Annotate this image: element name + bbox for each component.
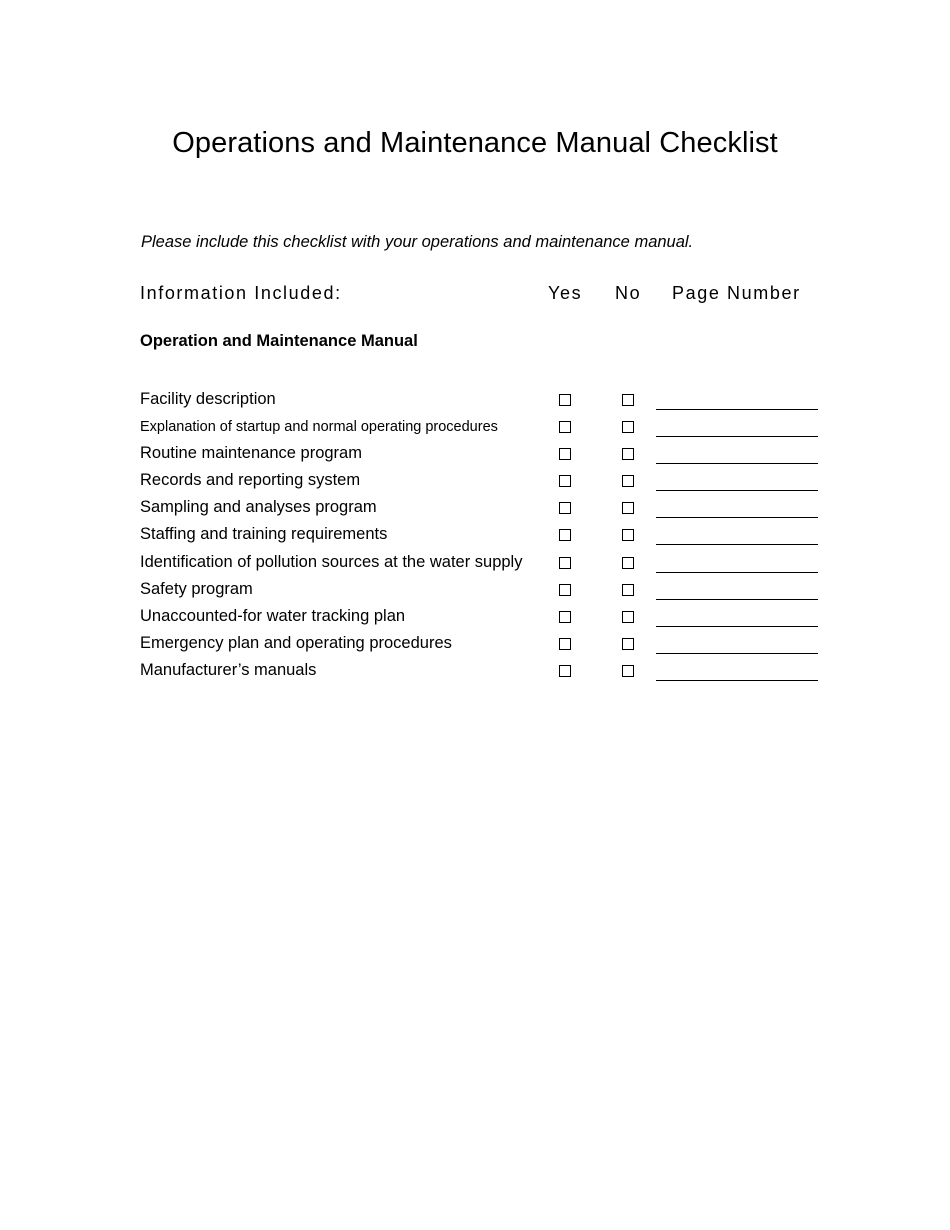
no-checkbox[interactable] — [622, 557, 634, 569]
page-number-field[interactable] — [656, 463, 818, 464]
checklist-item-label: Sampling and analyses program — [140, 498, 377, 517]
column-header-yes: Yes — [548, 283, 583, 303]
no-checkbox[interactable] — [622, 638, 634, 650]
page-number-field[interactable] — [656, 436, 818, 437]
checklist-item-label: Records and reporting system — [140, 471, 361, 490]
no-checkbox[interactable] — [622, 611, 634, 623]
yes-checkbox[interactable] — [559, 611, 571, 623]
checklist-row — [0, 576, 950, 603]
checklist-item-label: Staffing and training requirements — [140, 525, 388, 544]
page-number-field[interactable] — [656, 572, 818, 573]
checklist-row — [0, 630, 950, 657]
yes-checkbox[interactable] — [559, 475, 571, 487]
checklist-item-label: Facility description — [140, 390, 276, 408]
document-title: Operations and Maintenance Manual Checklist — [172, 127, 778, 159]
page-number-field[interactable] — [656, 544, 818, 545]
no-checkbox[interactable] — [622, 394, 634, 406]
no-checkbox[interactable] — [622, 448, 634, 460]
checklist-row — [0, 467, 950, 494]
no-checkbox[interactable] — [622, 421, 634, 433]
checklist-row — [0, 603, 950, 630]
checklist-item-label: Emergency plan and operating procedures — [140, 633, 452, 652]
page-number-field[interactable] — [656, 653, 818, 654]
checklist — [0, 386, 950, 684]
page-number-field[interactable] — [656, 599, 818, 600]
yes-checkbox[interactable] — [559, 529, 571, 541]
column-header-no: No — [615, 283, 642, 303]
yes-checkbox[interactable] — [559, 421, 571, 433]
page-number-field[interactable] — [656, 626, 818, 627]
yes-checkbox[interactable] — [559, 557, 571, 569]
checklist-item-label: Unaccounted-for water tracking plan — [140, 606, 406, 625]
checklist-row — [0, 657, 950, 684]
yes-checkbox[interactable] — [559, 638, 571, 650]
no-checkbox[interactable] — [622, 584, 634, 596]
checklist-row — [0, 413, 950, 440]
page-number-field[interactable] — [656, 490, 818, 491]
yes-checkbox[interactable] — [559, 502, 571, 514]
no-checkbox[interactable] — [622, 665, 634, 677]
page-number-field[interactable] — [656, 517, 818, 518]
column-header-page-number: Page Number — [672, 283, 801, 303]
checklist-row — [0, 494, 950, 521]
page-number-field[interactable] — [656, 409, 818, 410]
yes-checkbox[interactable] — [559, 448, 571, 460]
no-checkbox[interactable] — [622, 502, 634, 514]
checklist-item-label: Identification of pollution sources at the water supply — [140, 552, 523, 571]
yes-checkbox[interactable] — [559, 394, 571, 406]
checklist-item-label: Safety program — [140, 579, 253, 598]
instruction-text: Please include this checklist with your operations and maintenance manual. — [141, 233, 694, 251]
yes-checkbox[interactable] — [559, 584, 571, 596]
yes-checkbox[interactable] — [559, 665, 571, 677]
page-number-field[interactable] — [656, 680, 818, 681]
no-checkbox[interactable] — [622, 529, 634, 541]
checklist-item-label: Explanation of startup and normal operating procedures — [140, 419, 498, 436]
checklist-row — [0, 440, 950, 467]
column-header-information-included: Information Included: — [140, 283, 342, 303]
checklist-row — [0, 521, 950, 548]
checklist-row — [0, 549, 950, 576]
section-title: Operation and Maintenance Manual — [140, 332, 418, 350]
checklist-item-label: Routine maintenance program — [140, 444, 362, 463]
checklist-item-label: Manufacturer’s manuals — [140, 660, 317, 679]
checklist-row — [0, 386, 950, 413]
no-checkbox[interactable] — [622, 475, 634, 487]
